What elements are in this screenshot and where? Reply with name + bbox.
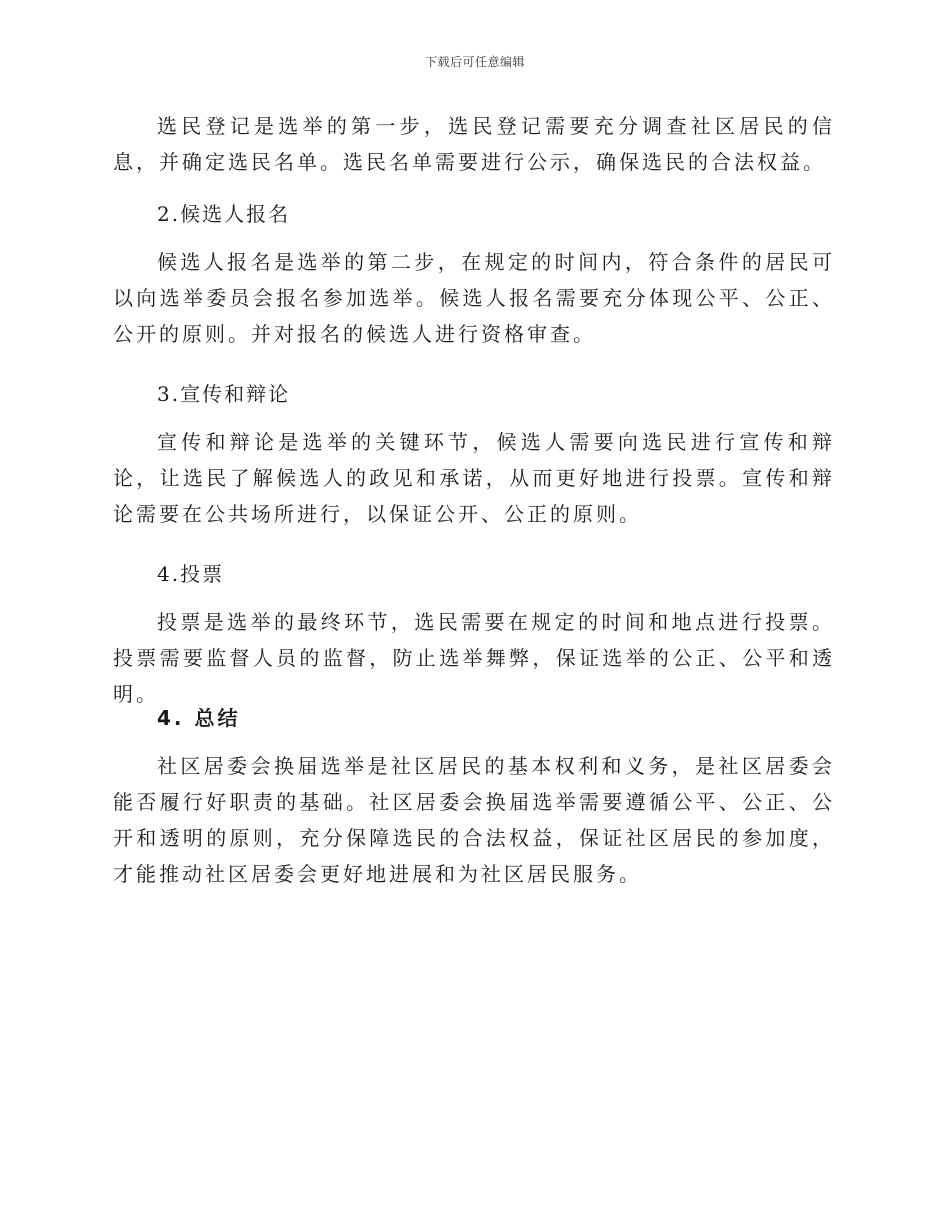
summary-paragraph: 社区居委会换届选举是社区居民的基本权利和义务，是社区居委会能否履行好职责的基础。社区居委会换届选举需要遵循公平、公正、公开和透明的原则，充分保障选民的合法权益，保证社区居民的参加度，才能推动社区居委会更好地进展和为社区居民服务。 — [113, 754, 835, 886]
voting-paragraph: 投票是选举的最终环节，选民需要在规定的时间和地点进行投票。投票需要监督人员的监督，防止选举舞弊，保证选举的公正、公平和透明。 — [113, 610, 835, 706]
campaign-debate-paragraph: 宣传和辩论是选举的关键环节，候选人需要向选民进行宣传和辩论，让选民了解候选人的政见和承诺，从而更好地进行投票。宣传和辩论需要在公共场所进行，以保证公开、公正的原则。 — [113, 430, 835, 526]
voting-heading: 4.投票 — [157, 562, 225, 586]
summary-heading: 4. 总结 — [157, 706, 241, 730]
voter-registration-paragraph: 选民登记是选举的第一步，选民登记需要充分调查社区居民的信息，并确定选民名单。选民名单需要进行公示，确保选民的合法权益。 — [113, 114, 835, 174]
page-header-note: 下载后可任意编辑 — [424, 55, 525, 69]
candidate-registration-paragraph: 候选人报名是选举的第二步，在规定的时间内，符合条件的居民可以向选举委员会报名参加选举。候选人报名需要充分体现公平、公正、公开的原则。并对报名的候选人进行资格审查。 — [113, 250, 835, 346]
campaign-debate-heading: 3.宣传和辩论 — [157, 382, 291, 406]
candidate-registration-heading: 2.候选人报名 — [157, 202, 291, 226]
